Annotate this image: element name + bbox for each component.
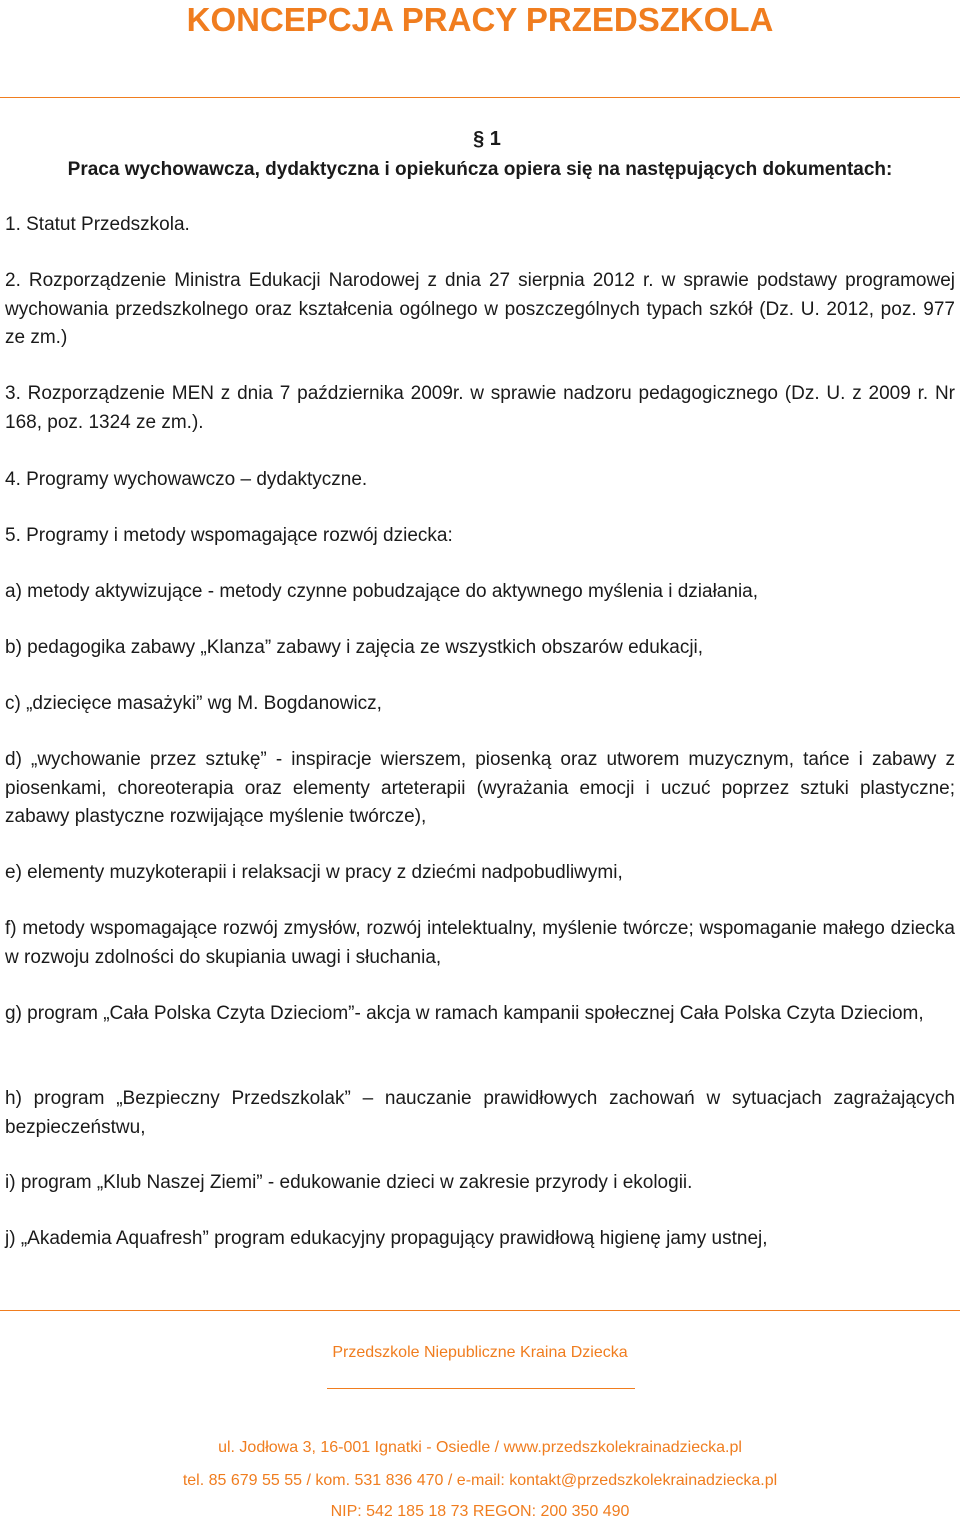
list-item-1: 1. Statut Przedszkola. — [5, 214, 190, 235]
footer-contact: tel. 85 679 55 55 / kom. 531 836 470 / e-mail: kontakt@przedszkolekrainadziecka.pl — [182, 1472, 778, 1489]
list-item-5: 5. Programy i metody wspomagające rozwój dziecka: — [5, 525, 453, 546]
list-item-2: 2. Rozporządzenie Ministra Edukacji Narodowej z dnia 27 sierpnia 2012 r. w sprawie podstawy programowej wychowania przedszkolnego oraz kształcenia ogólnego w poszczególnych typach szkół (Dz. U. 2012, poz. 977 ze zm.) — [5, 270, 955, 348]
list-item-4: 4. Programy wychowawczo – dydaktyczne. — [5, 469, 368, 490]
header-divider — [0, 97, 960, 98]
list-item-5i: i) program „Klub Naszej Ziemi” - edukowanie dzieci w zakresie przyrody i ekologii. — [5, 1172, 693, 1193]
list-item-5e: e) elementy muzykoterapii i relaksacji w pracy z dziećmi nadpobudliwymi, — [5, 862, 623, 883]
list-item-5h: h) program „Bezpieczny Przedszkolak” – nauczanie prawidłowych zachowań w sytuacjach zagrażających bezpieczeństwu, — [5, 1088, 955, 1138]
footer-divider — [0, 1310, 960, 1311]
document-title: KONCEPCJA PRACY PRZEDSZKOLA — [186, 1, 774, 38]
section-number: § 1 — [473, 128, 501, 150]
footer-address: ul. Jodłowa 3, 16-001 Ignatki - Osiedle / www.przedszkolekrainadziecka.pl — [218, 1439, 742, 1456]
list-item-5a: a) metody aktywizujące - metody czynne pobudzające do aktywnego myślenia i działania, — [5, 581, 759, 602]
list-item-5c: c) „dziecięce masażyki” wg M. Bogdanowicz, — [5, 693, 382, 714]
footer-registration-ids: NIP: 542 185 18 73 REGON: 200 350 490 — [330, 1503, 630, 1520]
footer-underline — [327, 1388, 635, 1389]
footer-institution-name: Przedszkole Niepubliczne Kraina Dziecka — [332, 1344, 628, 1361]
list-item-5d: d) „wychowanie przez sztukę” - inspiracje wierszem, piosenką oraz utworem muzycznym, tańce i zabawy z piosenkami, choreoterapia oraz elementy arteterapii (wyrażania emocji i uczuć poprzez sztuki plastyczne; zabawy plastyczne rozwijające myślenie twórcze), — [5, 749, 955, 827]
list-item-3: 3. Rozporządzenie MEN z dnia 7 października 2009r. w sprawie nadzoru pedagogicznego (Dz. U. z 2009 r. Nr 168, poz. 1324 ze zm.). — [5, 383, 955, 433]
list-item-5f: f) metody wspomagające rozwój zmysłów, rozwój intelektualny, myślenie twórcze; wspomaganie małego dziecka w rozwoju zdolności do skupiania uwagi i słuchania, — [5, 918, 955, 968]
list-item-5g: g) program „Cała Polska Czyta Dzieciom”- akcja w ramach kampanii społecznej Cała Polska Czyta Dzieciom, — [5, 1003, 924, 1024]
section-intro: Praca wychowawcza, dydaktyczna i opiekuńcza opiera się na następujących dokumentach: — [67, 159, 893, 180]
list-item-5b: b) pedagogika zabawy „Klanza” zabawy i zajęcia ze wszystkich obszarów edukacji, — [5, 637, 704, 658]
list-item-5j: j) „Akademia Aquafresh” program edukacyjny propagujący prawidłową higienę jamy ustnej, — [5, 1228, 768, 1249]
